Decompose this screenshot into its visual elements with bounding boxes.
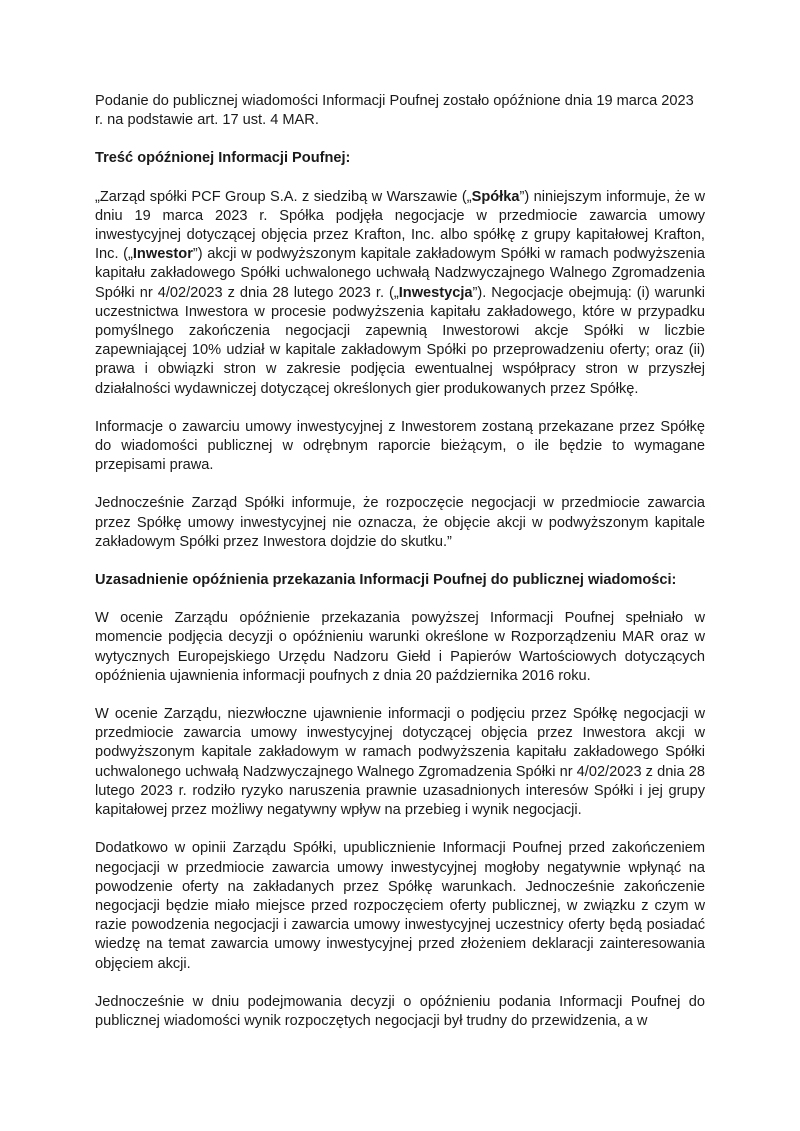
- justification-paragraph: Jednocześnie w dniu podejmowania decyzji o opóźnieniu podania Informacji Poufnej do publicznej wiadomości wynik rozpoczętych negocjacji był trudny do przewidzenia, a w: [95, 993, 705, 1029]
- quote-paragraph-2: Informacje o zawarciu umowy inwestycyjnej z Inwestorem zostaną przekazane przez Spółkę do wiadomości publicznej w odrębnym raporcie bieżącym, o ile będzie to wymagane przepisami prawa.: [95, 418, 705, 474]
- quote-paragraph-3: Jednocześnie Zarząd Spółki informuje, że rozpoczęcie negocjacji w przedmiocie zawarcia przez Spółkę umowy inwestycyjnej nie oznacza, że objęcie akcji w podwyższonym kapitale zakładowym Spółki przez Inwestora dojdzie do skutku.”: [95, 495, 705, 550]
- justification-paragraph: W ocenie Zarządu opóźnienie przekazania powyższej Informacji Poufnej spełniało w momencie podjęcia decyzji o opóźnieniu warunki określone w Rozporządzeniu MAR oraz w wytycznych Europejskiego Urzędu Nadzoru Giełd i Papierów Wartościowych dotyczących opóźnienia ujawnienia informacji poufnych z dnia 20 października 2016 roku.: [95, 610, 705, 684]
- section-heading-content: Treść opóźnionej Informacji Poufnej:: [95, 150, 351, 167]
- section-heading-justification: Uzasadnienie opóźnienia przekazania Informacji Poufnej do publicznej wiadomości:: [95, 572, 677, 589]
- defined-term-spolka: Spółka: [471, 188, 520, 205]
- justification-paragraph: Dodatkowo w opinii Zarządu Spółki, upublicznienie Informacji Poufnej przed zakończeniem negocjacji w przedmiocie zawarcia umowy inwestycyjnej mogłoby negatywnie wpłynąć na powodzenie oferty na zakładanych przez Spółkę warunkach. Jednocześnie zakończenie negocjacji będzie miało miejsce przed rozpoczęciem oferty publicznej, w związku z czym w razie powodzenia negocjacji i zawarcia umowy inwestycyjnej uczestnicy oferty będą posiadać wiedzę na temat zawarcia umowy inwestycyjnej przed złożeniem deklaracji zainteresowania objęciem akcji.: [95, 840, 705, 972]
- justification-paragraph: W ocenie Zarządu, niezwłoczne ujawnienie informacji o podjęciu przez Spółkę negocjacji w przedmiocie zawarcia umowy inwestycyjnej dotyczącej objęcia przez Inwestora akcji w podwyższonym kapitale zakładowym w ramach podwyższenia kapitału zakładowego Spółki uchwalonego uchwałą Nadzwyczajnego Walnego Zgromadzenia Spółki nr 4/02/2023 z dnia 28 lutego 2023 r. rodziło ryzyko naruszenia prawnie uzasadnionych interesów Spółki i jej grupy kapitałowej przez możliwy negatywny wpływ na przebieg i wynik negocjacji.: [95, 706, 705, 819]
- defined-term-inwestor: Inwestor: [132, 246, 193, 263]
- intro-paragraph: Podanie do publicznej wiadomości Informacji Poufnej zostało opóźnione dnia 19 marca 2023 r. na podstawie art. 17 ust. 4 MAR.: [95, 93, 694, 129]
- quote-paragraph-1: „Zarząd spółki PCF Group S.A. z siedzibą w Warszawie („Spółka”) niniejszym informuje, że w dniu 19 marca 2023 r. Spółka podjęła negocjacje w przedmiocie zawarcia umowy inwestycyjnej dotyczącej objęcia przez Krafton, Inc. albo spółkę z grupy kapitałowej Krafton, Inc. („Inwestor”) akcji w podwyższonym kapitale zakładowym Spółki w ramach podwyższenia kapitału zakładowego Spółki uchwalonego uchwałą Nadzwyczajnego Walnego Zgromadzenia Spółki nr 4/02/2023 z dnia 28 lutego 2023 r. („Inwestycja”). Negocjacje obejmują: (i) warunki uczestnictwa Inwestora w procesie podwyższenia kapitału zakładowego, które w przypadku pomyślnego zakończenia negocjacji zapewnią Inwestorowi akcje Spółki w liczbie zapewniającej 10% udział w kapitale zakładowym Spółki po przeprowadzeniu oferty; oraz (ii) prawa i obwiązki stron w zakresie podjęcia ewentualnej współpracy stron w przyszłej działalności wydawniczej dotyczącej określonych gier produkowanych przez Spółkę.: [95, 188, 705, 397]
- document-page: [95, 92, 705, 1050]
- defined-term-inwestycja: Inwestycja: [398, 284, 473, 301]
